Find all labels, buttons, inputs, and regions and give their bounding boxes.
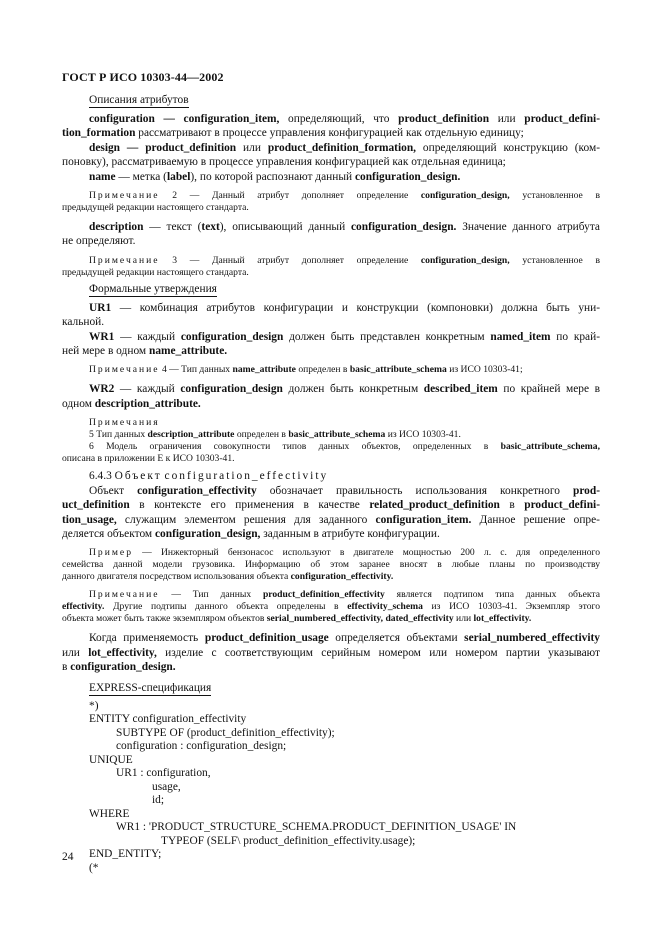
express-code [89, 700, 600, 876]
code-line: usage, [152, 780, 181, 793]
attr-configuration: configuration — configuration_item, определяющий, что product_definition или product_defini- tion_formation рассматривают в процессе управления конфигурацией как отдельную единицу; [62, 113, 600, 140]
notes-5-6: Примечания 5 Тип данных description_attribute определен в basic_attribute_schema из ИСО 10303-41. 6 Модель ограничения совокупности типов данных объектов, определенных в basic_attribute_schema, описана в приложении Е к ИСО 10303-41. [62, 417, 600, 465]
entity-heading: 6.4.3 Объект configuration_effectivity [89, 470, 329, 483]
code-line: TYPEOF (SELF\ product_definition_effectivity.usage); [161, 834, 416, 847]
code-line: WR1 : 'PRODUCT_STRUCTURE_SCHEMA.PRODUCT_DEFINITION_USAGE' IN [116, 821, 517, 834]
code-line: ENTITY configuration_effectivity [89, 713, 247, 726]
rule-wr2: WR2 — каждый configuration_design должен быть конкретным described_item по крайней мере в одном description_attribute. [62, 383, 601, 410]
example: Пример — Инжекторный бензонасос используют в двигателе мощностью 200 л. с. для определенного семейства данной модели грузовика. Информацию об этом заранее вносят в любые планы по производству данного двигателя посредством использования объекта configuration_effectivity. [62, 547, 600, 583]
code-line: UNIQUE [89, 753, 133, 766]
standard-header: ГОСТ Р ИСО 10303-44—2002 [62, 70, 224, 84]
code-line: (* [89, 861, 99, 874]
express-heading: EXPRESS-спецификация [89, 681, 212, 694]
code-line: END_ENTITY; [89, 848, 162, 861]
code-line: WHERE [89, 807, 130, 820]
attr-description: description — текст (text), описывающий данный configuration_design. Значение данного атрибута не определяют. [62, 221, 600, 248]
effectivity-paragraph: Когда применяемость product_definition_usage определяется объектами serial_numbered_effectivity или lot_effectivity, изделие с соответствующим серийным номером или номером партии указывают в configuration_design. [62, 632, 600, 674]
entity-description: Объект configuration_effectivity обозначает правильность использования конкретного prod- uct_definition в контексте его применения в качестве related_product_definition в product_defini- tion_usage, служащим элементом решения для заданного configuration_item. Данное решение опре- деляется объектом configuration_design, заданным в атрибуте конфигурации. [62, 484, 600, 540]
rule-wr1: WR1 — каждый configuration_design должен быть представлен конкретным named_item по край- ней мере в одном name_attribute. [62, 330, 600, 358]
code-line: id; [152, 794, 165, 807]
rule-ur1: UR1 — комбинация атрибутов конфигурации и конструкции (компоновки) должна быть уни- кальной. [62, 301, 600, 329]
entity-note: Примечание — Тип данных product_definition_effectivity является подтипом типа данных объекта effectivity. Другие подтипы данного объекта определены в effectivity_schema из ИСО 10303-41. Экземпляр этого объекта может быть также экземпляром объектов serial_numbered_effectivity, dated_effectivity или lot_effectivity. [62, 589, 601, 625]
code-line: SUBTYPE OF (product_definition_effectivity); [116, 726, 335, 739]
formal-heading: Формальные утверждения [89, 282, 217, 295]
code-line: configuration : configuration_design; [116, 740, 287, 753]
attributes-heading: Описания атрибутов [89, 94, 189, 106]
note-2: Примечание 2 — Данный атрибут дополняет определение configuration_design, установленное в предыдущей редакции настоящего стандарта. [62, 190, 600, 214]
attr-name: name — метка (label), по которой распознают данный configuration_design. [89, 170, 461, 183]
attr-design: design — product_definition или product_definition_formation, определяющий конструкцию (ком- поновку), рассматриваемую в процессе управления конфигурацией как отдельная единица; [62, 141, 600, 169]
code-line: *) [89, 699, 99, 712]
note-3: Примечание 3 — Данный атрибут дополняет определение configuration_design, установленное в предыдущей редакции настоящего стандарта. [62, 254, 600, 278]
page-number: 24 [62, 851, 74, 863]
note-4: Примечание 4 — Тип данных name_attribute определен в basic_attribute_schema из ИСО 10303-41; [89, 364, 523, 376]
code-line: UR1 : configuration, [116, 767, 211, 780]
